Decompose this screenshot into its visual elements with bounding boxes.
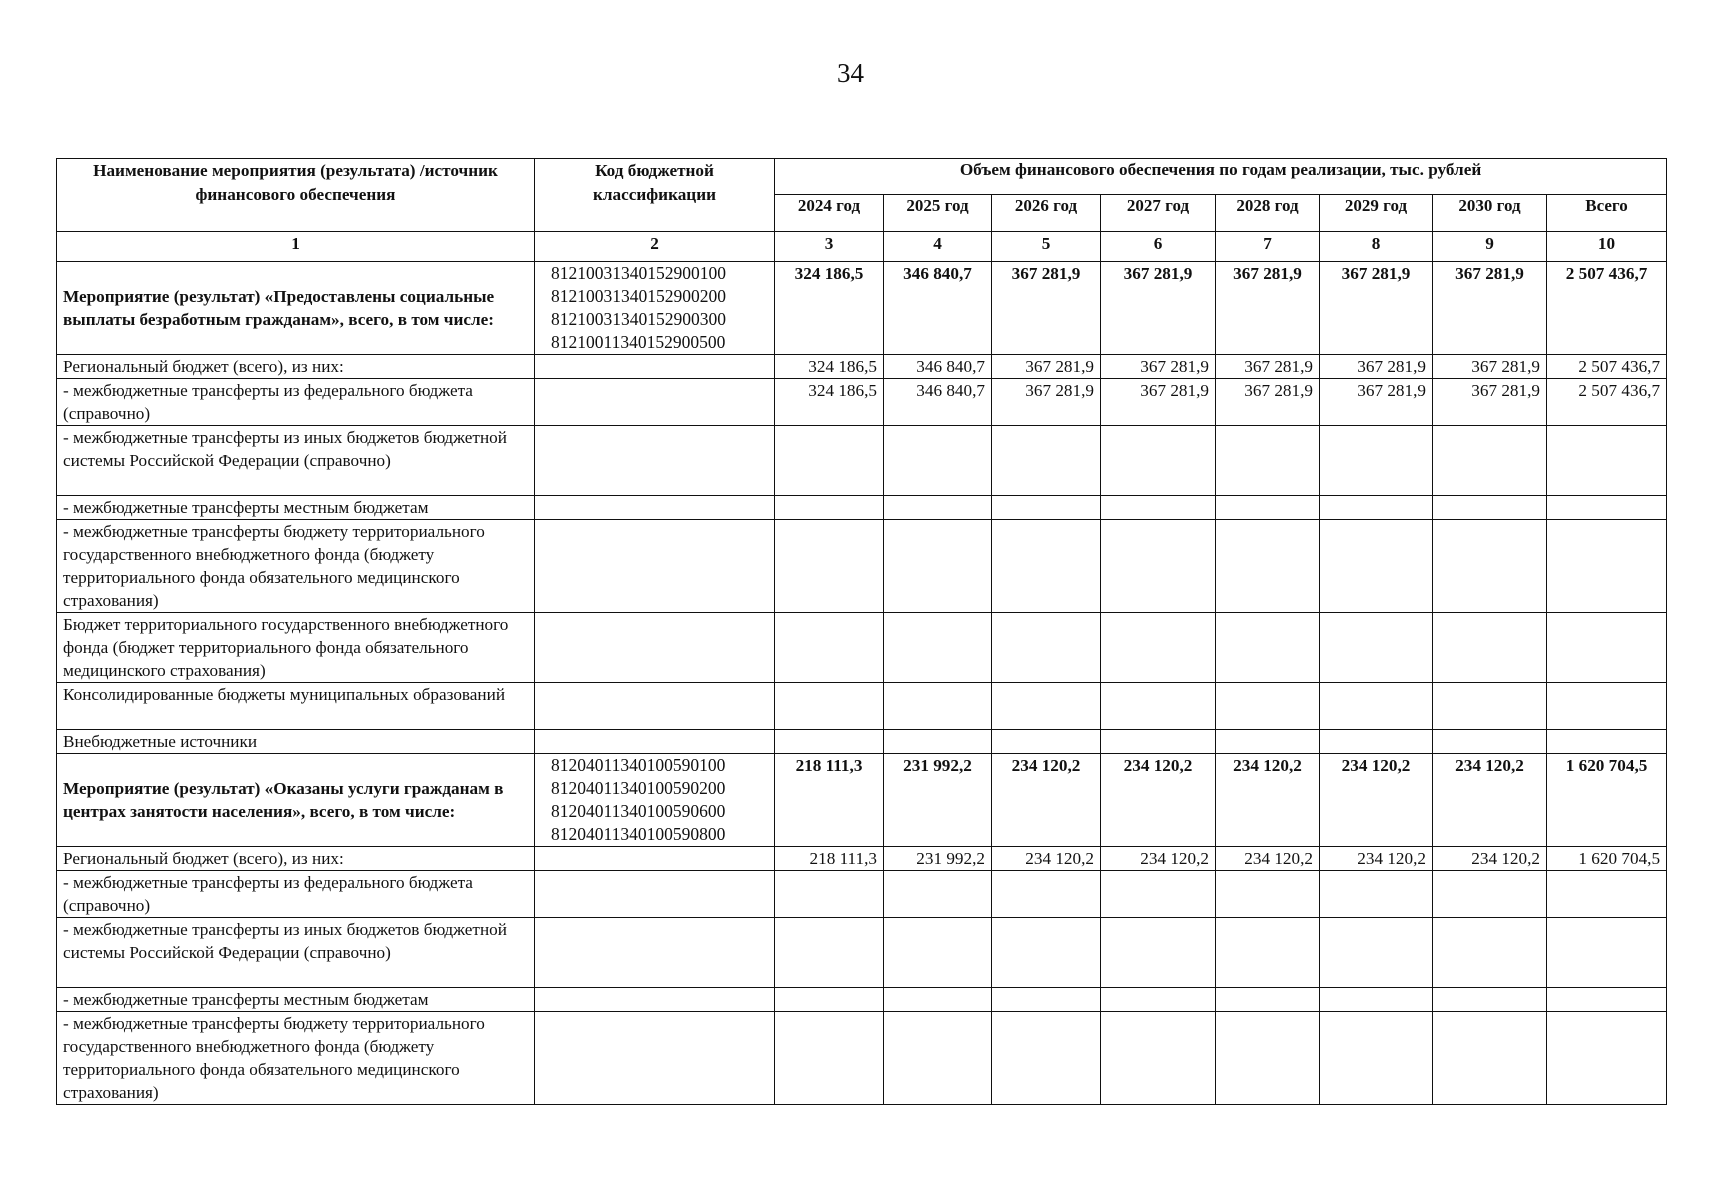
year-value — [992, 730, 1101, 754]
year-value — [992, 520, 1101, 613]
year-value — [1320, 613, 1433, 683]
event-row — [57, 754, 1667, 847]
year-value: 367 281,9 — [1320, 379, 1433, 426]
row-name: - межбюджетные трансферты местным бюджетам — [57, 496, 535, 520]
header-name: Наименование мероприятия (результата) /источник финансового обеспечения — [57, 159, 535, 232]
row-name: Региональный бюджет (всего), из них: — [57, 355, 535, 379]
column-number: 9 — [1433, 232, 1547, 262]
total-value — [1547, 730, 1667, 754]
year-value — [1101, 613, 1216, 683]
year-value — [1433, 730, 1547, 754]
year-value — [1320, 426, 1433, 496]
header-year: 2028 год — [1216, 195, 1320, 232]
year-value — [1101, 520, 1216, 613]
budget-code: 81204011340100590600 — [551, 801, 726, 821]
source-row — [57, 918, 1667, 988]
year-value — [1433, 988, 1547, 1012]
source-row — [57, 520, 1667, 613]
year-value — [775, 496, 884, 520]
total-value — [1547, 988, 1667, 1012]
budget-code: 81210031340152900200 — [551, 286, 726, 306]
year-value: 231 992,2 — [884, 754, 992, 847]
year-value — [1101, 683, 1216, 730]
year-value — [884, 496, 992, 520]
total-value — [1547, 1012, 1667, 1105]
row-name: Региональный бюджет (всего), из них: — [57, 847, 535, 871]
year-value — [1433, 496, 1547, 520]
year-value — [1216, 871, 1320, 918]
year-value — [884, 520, 992, 613]
budget-code-cell — [535, 847, 775, 871]
row-name: - межбюджетные трансферты местным бюджетам — [57, 988, 535, 1012]
source-row — [57, 871, 1667, 918]
total-value — [1547, 520, 1667, 613]
row-name: - межбюджетные трансферты из федерального бюджета (справочно) — [57, 379, 535, 426]
year-value — [884, 683, 992, 730]
year-value — [1216, 683, 1320, 730]
budget-code: 81204011340100590800 — [551, 824, 726, 844]
row-name: - межбюджетные трансферты из федерального бюджета (справочно) — [57, 871, 535, 918]
year-value — [1433, 871, 1547, 918]
total-value — [1547, 918, 1667, 988]
year-value: 367 281,9 — [1320, 355, 1433, 379]
financing-table — [56, 158, 1667, 1105]
year-value — [1320, 871, 1433, 918]
year-value — [1320, 1012, 1433, 1105]
budget-code-cell — [535, 355, 775, 379]
row-name: - межбюджетные трансферты бюджету территориального государственного внебюджетного фонда (бюджету территориального фонда обязательного медицинского страхования) — [57, 1012, 535, 1105]
source-row — [57, 847, 1667, 871]
year-value — [992, 426, 1101, 496]
year-value — [1433, 613, 1547, 683]
year-value: 367 281,9 — [1216, 262, 1320, 355]
budget-code: 81210011340152900500 — [551, 332, 726, 352]
year-value — [775, 871, 884, 918]
total-value — [1547, 871, 1667, 918]
budget-code-cell — [535, 262, 775, 355]
year-value — [992, 988, 1101, 1012]
year-value — [1101, 918, 1216, 988]
total-value: 1 620 704,5 — [1547, 847, 1667, 871]
column-number: 7 — [1216, 232, 1320, 262]
budget-code-cell — [535, 496, 775, 520]
year-value: 234 120,2 — [1216, 847, 1320, 871]
source-row — [57, 730, 1667, 754]
year-value: 324 186,5 — [775, 379, 884, 426]
year-value: 367 281,9 — [1101, 355, 1216, 379]
row-name: Бюджет территориального государственного внебюджетного фонда (бюджет территориального фонда обязательного медицинского страхования) — [57, 613, 535, 683]
column-number: 1 — [57, 232, 535, 262]
row-name: - межбюджетные трансферты из иных бюджетов бюджетной системы Российской Федерации (справочно) — [57, 426, 535, 496]
year-value — [1433, 520, 1547, 613]
year-value — [1216, 496, 1320, 520]
year-value: 367 281,9 — [1216, 355, 1320, 379]
year-value — [775, 683, 884, 730]
year-value — [1216, 613, 1320, 683]
budget-code-cell — [535, 613, 775, 683]
total-value — [1547, 496, 1667, 520]
total-value — [1547, 613, 1667, 683]
year-value — [775, 426, 884, 496]
year-value: 234 120,2 — [1433, 754, 1547, 847]
row-name: Внебюджетные источники — [57, 730, 535, 754]
year-value — [1101, 1012, 1216, 1105]
row-name: Консолидированные бюджеты муниципальных образований — [57, 683, 535, 730]
event-row — [57, 262, 1667, 355]
year-value — [1433, 1012, 1547, 1105]
year-value: 218 111,3 — [775, 847, 884, 871]
year-value — [884, 918, 992, 988]
year-value — [1320, 988, 1433, 1012]
source-row — [57, 496, 1667, 520]
row-name: Мероприятие (результат) «Оказаны услуги гражданам в центрах занятости населения», всего, в том числе: — [57, 754, 535, 847]
budget-code-cell — [535, 683, 775, 730]
header-year: 2030 год — [1433, 195, 1547, 232]
year-value — [884, 871, 992, 918]
source-row — [57, 355, 1667, 379]
budget-code-cell — [535, 379, 775, 426]
year-value — [992, 496, 1101, 520]
year-value — [1101, 988, 1216, 1012]
year-value — [1433, 683, 1547, 730]
year-value — [884, 730, 992, 754]
year-value: 367 281,9 — [992, 262, 1101, 355]
year-value: 346 840,7 — [884, 355, 992, 379]
year-value — [1433, 426, 1547, 496]
total-value — [1547, 426, 1667, 496]
year-value — [775, 1012, 884, 1105]
year-value — [1433, 918, 1547, 988]
year-value: 231 992,2 — [884, 847, 992, 871]
year-value: 234 120,2 — [1101, 847, 1216, 871]
year-value: 367 281,9 — [1433, 262, 1547, 355]
year-value: 234 120,2 — [1101, 754, 1216, 847]
year-value — [775, 988, 884, 1012]
year-value: 234 120,2 — [992, 754, 1101, 847]
column-number: 8 — [1320, 232, 1433, 262]
year-value: 346 840,7 — [884, 379, 992, 426]
year-value — [992, 918, 1101, 988]
total-value: 2 507 436,7 — [1547, 262, 1667, 355]
budget-code: 81204011340100590200 — [551, 778, 726, 798]
year-value — [1320, 520, 1433, 613]
budget-code: 81204011340100590100 — [551, 755, 726, 775]
year-value — [1216, 730, 1320, 754]
budget-code-cell — [535, 988, 775, 1012]
year-value: 234 120,2 — [1320, 754, 1433, 847]
year-value — [775, 520, 884, 613]
budget-code-cell — [535, 1012, 775, 1105]
year-value — [1216, 520, 1320, 613]
column-number: 3 — [775, 232, 884, 262]
row-name: - межбюджетные трансферты бюджету территориального государственного внебюджетного фонда (бюджету территориального фонда обязательного медицинского страхования) — [57, 520, 535, 613]
table-body — [57, 262, 1667, 1105]
year-value — [1216, 918, 1320, 988]
column-number: 4 — [884, 232, 992, 262]
year-value: 234 120,2 — [1320, 847, 1433, 871]
year-value — [1320, 683, 1433, 730]
header-code: Код бюджетной классификации — [535, 159, 775, 232]
year-value — [992, 683, 1101, 730]
header-year: 2024 год — [775, 195, 884, 232]
source-row — [57, 683, 1667, 730]
column-number: 6 — [1101, 232, 1216, 262]
year-value: 234 120,2 — [992, 847, 1101, 871]
year-value: 367 281,9 — [1320, 262, 1433, 355]
column-number: 5 — [992, 232, 1101, 262]
budget-code-cell — [535, 754, 775, 847]
total-value: 2 507 436,7 — [1547, 355, 1667, 379]
total-value — [1547, 683, 1667, 730]
year-value: 234 120,2 — [1433, 847, 1547, 871]
header-year: 2027 год — [1101, 195, 1216, 232]
source-row — [57, 988, 1667, 1012]
year-value — [992, 613, 1101, 683]
year-value: 218 111,3 — [775, 754, 884, 847]
year-value — [1101, 871, 1216, 918]
row-name: Мероприятие (результат) «Предоставлены социальные выплаты безработным гражданам», всего, в том числе: — [57, 262, 535, 355]
year-value — [1101, 730, 1216, 754]
source-row — [57, 426, 1667, 496]
year-value — [775, 730, 884, 754]
year-value: 367 281,9 — [1101, 379, 1216, 426]
year-value — [775, 918, 884, 988]
year-value: 367 281,9 — [992, 379, 1101, 426]
year-value: 367 281,9 — [992, 355, 1101, 379]
budget-code: 81210031340152900100 — [551, 263, 726, 283]
budget-code-cell — [535, 918, 775, 988]
column-number: 2 — [535, 232, 775, 262]
header-year: 2026 год — [992, 195, 1101, 232]
year-value — [1216, 1012, 1320, 1105]
budget-code-cell — [535, 426, 775, 496]
year-value — [1101, 496, 1216, 520]
year-value — [1101, 426, 1216, 496]
source-row — [57, 1012, 1667, 1105]
year-value: 346 840,7 — [884, 262, 992, 355]
source-row — [57, 613, 1667, 683]
header-total: Всего — [1547, 195, 1667, 232]
year-value — [1216, 426, 1320, 496]
budget-code-cell — [535, 871, 775, 918]
year-value: 367 281,9 — [1216, 379, 1320, 426]
year-value — [775, 613, 884, 683]
year-value — [884, 426, 992, 496]
year-value — [1320, 730, 1433, 754]
header-financing-volume: Объем финансового обеспечения по годам реализации, тыс. рублей — [775, 159, 1667, 195]
year-value — [992, 871, 1101, 918]
column-number: 10 — [1547, 232, 1667, 262]
page-number: 34 — [837, 58, 864, 88]
year-value — [884, 613, 992, 683]
column-numbers-row — [57, 232, 1667, 262]
budget-code-cell — [535, 520, 775, 613]
header-year: 2029 год — [1320, 195, 1433, 232]
year-value — [1320, 918, 1433, 988]
year-value: 367 281,9 — [1433, 379, 1547, 426]
budget-code-cell — [535, 730, 775, 754]
year-value — [884, 988, 992, 1012]
year-value: 324 186,5 — [775, 355, 884, 379]
source-row — [57, 379, 1667, 426]
year-value — [884, 1012, 992, 1105]
budget-code: 81210031340152900300 — [551, 309, 726, 329]
year-value — [1216, 988, 1320, 1012]
year-value: 367 281,9 — [1101, 262, 1216, 355]
total-value: 2 507 436,7 — [1547, 379, 1667, 426]
year-value: 367 281,9 — [1433, 355, 1547, 379]
row-name: - межбюджетные трансферты из иных бюджетов бюджетной системы Российской Федерации (справочно) — [57, 918, 535, 988]
header-year: 2025 год — [884, 195, 992, 232]
year-value: 234 120,2 — [1216, 754, 1320, 847]
total-value: 1 620 704,5 — [1547, 754, 1667, 847]
year-value — [1320, 496, 1433, 520]
year-value: 324 186,5 — [775, 262, 884, 355]
year-value — [992, 1012, 1101, 1105]
